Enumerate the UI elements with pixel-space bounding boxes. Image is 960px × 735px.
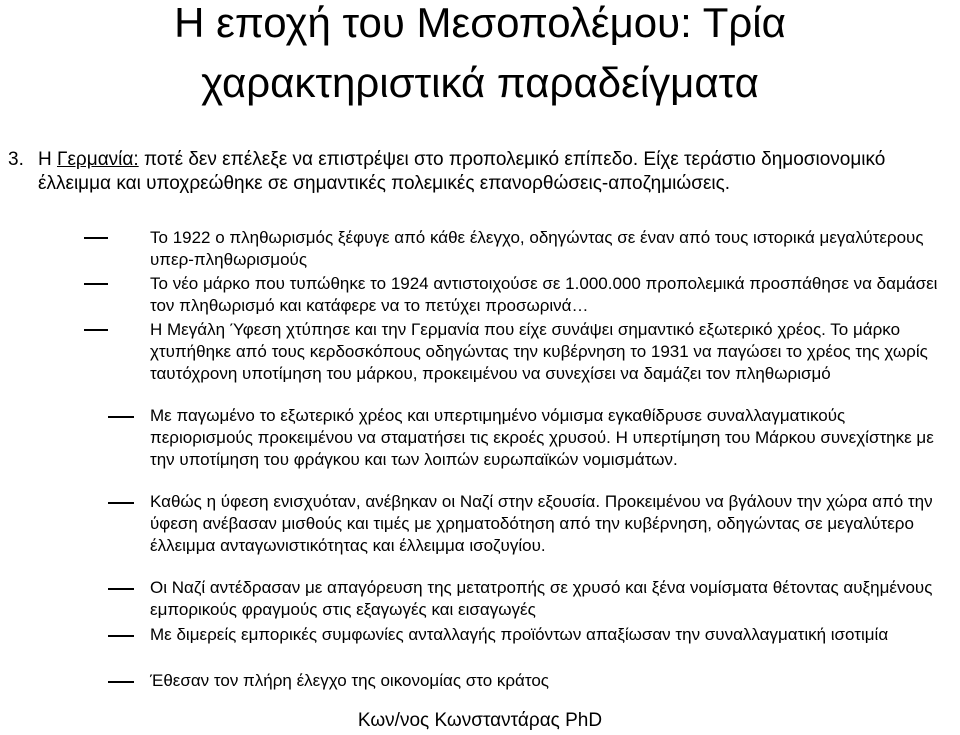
sub-sub-bullet-5 xyxy=(150,670,940,692)
sub-sub-bullet-3 xyxy=(150,577,940,621)
dash-icon xyxy=(84,237,108,239)
slide-title-line-1: Η εποχή του Μεσοπολέμου: Τρία xyxy=(174,0,786,46)
sub-bullet-text: Το 1922 ο πληθωρισμός ξέφυγε από κάθε έλεγχο, οδηγώντας σε έναν από τους ιστορικά μεγαλύτερους υπερ-πληθωρισμούς xyxy=(150,228,924,269)
main-bullet-lead: Η xyxy=(38,149,57,170)
dash-icon xyxy=(108,681,134,683)
sub-sub-bullet-text: Οι Ναζί αντέδρασαν με απαγόρευση της μετατροπής σε χρυσό και ξένα νομίσματα θέτοντας αυξημένους εμπορικούς φραγμούς στις εξαγωγές και εισαγωγές xyxy=(150,578,933,619)
sub-sub-bullet-text: Καθώς η ύφεση ενισχυόταν, ανέβηκαν οι Ναζί στην εξουσία. Προκειμένου να βγάλουν την χώρα από την ύφεση ανέβασαν μισθούς και τιμές με χρηματοδότηση από την κυβέρνηση, οδηγώντας σε μεγαλύτερο έλλειμμα ανταγωνιστικότητας και έλλειμμα ισοζυγίου. xyxy=(150,492,933,555)
main-bullet-country: Γερμανία: xyxy=(57,149,139,170)
sub-bullet-1 xyxy=(150,227,940,271)
slide-title-line-2: χαρακτηριστικά παραδείγματα xyxy=(201,59,759,106)
dash-icon xyxy=(108,588,134,590)
dash-icon xyxy=(108,502,134,504)
dash-icon xyxy=(108,635,134,637)
sub-bullet-text: Το νέο μάρκο που τυπώθηκε το 1924 αντιστοιχούσε σε 1.000.000 προπολεμικά προσπάθησε να δαμάσει τον πληθωρισμό και κατάφερε να το πετύχει προσωρινά… xyxy=(150,274,938,315)
sub-bullet-2 xyxy=(150,273,940,317)
main-bullet-rest: ποτέ δεν επέλεξε να επιστρέψει στο προπολεμικό επίπεδο. Είχε τεράστιο δημοσιονομικό έλλειμμα και υποχρεώθηκε σε σημαντικές πολεμικές επανορθώσεις-αποζημιώσεις. xyxy=(38,149,886,194)
sub-sub-bullet-4 xyxy=(150,624,940,646)
sub-sub-bullet-text: Με διμερείς εμπορικές συμφωνίες ανταλλαγής προϊόντων απαξίωσαν την συναλλαγματική ισοτιμία xyxy=(150,625,889,644)
sub-bullet-3 xyxy=(150,319,940,385)
dash-icon xyxy=(108,416,134,418)
dash-icon xyxy=(84,283,108,285)
sub-sub-bullet-1 xyxy=(150,405,940,471)
sub-sub-bullet-2 xyxy=(150,491,940,557)
main-bullet-number: 3. xyxy=(8,149,24,170)
main-bullet xyxy=(8,148,918,196)
sub-sub-bullet-text: Με παγωμένο το εξωτερικό χρέος και υπερτιμημένο νόμισμα εγκαθίδρυσε συναλλαγματικούς περιορισμούς προκειμένου να σταματήσει τις εκροές χρυσού. Η υπερτίμηση του Μάρκου συνεχίστηκε με την υποτίμηση του φράγκου και των λοιπών ευρωπαϊκών νομισμάτων. xyxy=(150,406,934,469)
sub-bullet-text: Η Μεγάλη Ύφεση χτύπησε και την Γερμανία που είχε συνάψει σημαντικό εξωτερικό χρέος. Το μάρκο χτυπήθηκε από τους κερδοσκόπους οδηγώντας την κυβέρνηση το 1931 να παγώσει το χρέος της χωρίς ταυτόχρονη υποτίμηση του μάρκου, προκειμένου να συνεχίσει να δαμάζει τον πληθωρισμό xyxy=(150,320,928,383)
main-bullet-text xyxy=(38,149,885,194)
dash-icon xyxy=(84,329,108,331)
slide-footer-author: Κων/νος Κωνσταντάρας PhD xyxy=(357,710,603,731)
sub-sub-bullet-text: Έθεσαν τον πλήρη έλεγχο της οικονομίας στο κράτος xyxy=(150,671,549,690)
